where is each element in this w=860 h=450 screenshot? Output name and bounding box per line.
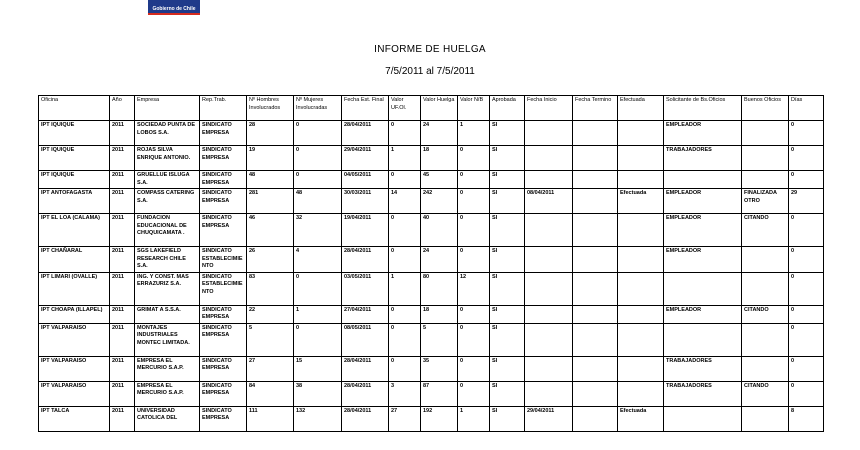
table-row [39, 356, 824, 381]
table-cell [664, 272, 742, 305]
table-cell: 45 [421, 171, 458, 189]
table-cell: 2011 [110, 171, 135, 189]
table-cell: 18 [421, 305, 458, 323]
logo-stripe [148, 13, 200, 15]
table-cell: 28/04/2011 [342, 381, 389, 406]
table-cell [742, 121, 789, 146]
table-cell: SI [490, 323, 525, 356]
table-cell: 242 [421, 189, 458, 214]
table-cell: 2011 [110, 381, 135, 406]
table-cell: 28/04/2011 [342, 121, 389, 146]
table-cell: 0 [789, 214, 824, 247]
table-cell [742, 247, 789, 273]
table-cell: GRIMAT A S.S.A. [135, 305, 200, 323]
table-cell: FINALIZADA OTRO [742, 189, 789, 214]
table-cell [573, 247, 618, 273]
table-cell: IPT ANTOFAGASTA [39, 189, 110, 214]
table-cell: SI [490, 305, 525, 323]
table-cell: 12 [458, 272, 490, 305]
table-cell: 28/04/2011 [342, 406, 389, 431]
column-header: Días [789, 96, 824, 121]
table-row [39, 381, 824, 406]
report-date-range: 7/5/2011 al 7/5/2011 [385, 66, 475, 77]
table-cell [525, 146, 573, 171]
table-cell: IPT IQUIQUE [39, 171, 110, 189]
table-cell: CITANDO [742, 381, 789, 406]
table-cell: 0 [458, 146, 490, 171]
table-cell: SINDICATO EMPRESA [200, 356, 247, 381]
table-cell [573, 305, 618, 323]
table-cell [573, 189, 618, 214]
table-cell: EMPLEADOR [664, 305, 742, 323]
table-cell [573, 356, 618, 381]
table-cell [618, 171, 664, 189]
table-cell: Efectuada [618, 189, 664, 214]
table-cell: SI [490, 272, 525, 305]
report-title: INFORME DE HUELGA [374, 44, 486, 55]
table-cell: TRABAJADORES [664, 356, 742, 381]
table-cell: IPT IQUIQUE [39, 121, 110, 146]
table-row [39, 247, 824, 273]
table-cell: 0 [458, 305, 490, 323]
table-cell [742, 356, 789, 381]
table-cell: 26 [247, 247, 294, 273]
table-cell: 83 [247, 272, 294, 305]
table-row [39, 305, 824, 323]
table-cell: 0 [389, 171, 421, 189]
table-cell: EMPLEADOR [664, 247, 742, 273]
column-header: Efectuada [618, 96, 664, 121]
table-cell: IPT TALCA [39, 406, 110, 431]
table-cell: 2011 [110, 305, 135, 323]
table-cell: 28 [247, 121, 294, 146]
table-cell [618, 121, 664, 146]
table-cell: 80 [421, 272, 458, 305]
table-cell: SINDICATO EMPRESA [200, 121, 247, 146]
table-cell [742, 146, 789, 171]
table-cell: 29 [789, 189, 824, 214]
table-cell: 8 [789, 406, 824, 431]
table-cell: 38 [294, 381, 342, 406]
table-cell: 0 [458, 247, 490, 273]
table-cell: 24 [421, 121, 458, 146]
column-header: Rep.Trab. [200, 96, 247, 121]
table-cell: 0 [458, 356, 490, 381]
column-header: Valor Huelga [421, 96, 458, 121]
table-cell [525, 305, 573, 323]
table-cell: 19 [247, 146, 294, 171]
table-cell: 48 [247, 171, 294, 189]
table-cell: IPT CHAÑARAL [39, 247, 110, 273]
table-cell: 0 [294, 272, 342, 305]
table-cell [742, 171, 789, 189]
table-cell [525, 247, 573, 273]
table-cell: 0 [458, 171, 490, 189]
table-cell: 18 [421, 146, 458, 171]
table-cell: 0 [789, 305, 824, 323]
table-cell: EMPRESA EL MERCURIO S.A.P. [135, 381, 200, 406]
column-header: Nº Hombres Involucrados [247, 96, 294, 121]
table-cell: EMPLEADOR [664, 189, 742, 214]
column-header: Fecha Termino [573, 96, 618, 121]
logo-text: Gobierno de Chile [152, 6, 196, 12]
table-cell: 132 [294, 406, 342, 431]
table-cell: 5 [421, 323, 458, 356]
table-cell: 0 [789, 356, 824, 381]
table-cell [618, 323, 664, 356]
table-cell: 1 [294, 305, 342, 323]
table-cell: 0 [389, 305, 421, 323]
table-cell [573, 381, 618, 406]
column-header: Año [110, 96, 135, 121]
table-header-row [39, 96, 824, 121]
table-cell: 111 [247, 406, 294, 431]
table-cell: MONTAJES INDUSTRIALES MONTEC LIMITADA. [135, 323, 200, 356]
table-cell [618, 305, 664, 323]
table-cell: 48 [294, 189, 342, 214]
column-header: Oficina [39, 96, 110, 121]
table-cell: 0 [789, 381, 824, 406]
table-cell: COMPASS CATERING S.A. [135, 189, 200, 214]
table-cell: 15 [294, 356, 342, 381]
table-row [39, 121, 824, 146]
table-cell [618, 356, 664, 381]
table-cell [525, 272, 573, 305]
table-cell: 2011 [110, 189, 135, 214]
table-cell: IPT VALPARAISO [39, 356, 110, 381]
table-cell: 29/04/2011 [525, 406, 573, 431]
table-cell: 2011 [110, 323, 135, 356]
table-cell: 24 [421, 247, 458, 273]
table-cell: 27/04/2011 [342, 305, 389, 323]
table-cell: CITANDO [742, 305, 789, 323]
table-cell: SI [490, 381, 525, 406]
table-cell [525, 381, 573, 406]
table-cell: TRABAJADORES [664, 146, 742, 171]
table-cell: SI [490, 356, 525, 381]
table-cell: 2011 [110, 406, 135, 431]
table-cell [525, 121, 573, 146]
table-cell [573, 323, 618, 356]
table-cell: 14 [389, 189, 421, 214]
table-cell: IPT VALPARAISO [39, 323, 110, 356]
column-header: Valor UF.Ol. [389, 96, 421, 121]
table-cell [664, 171, 742, 189]
table-row [39, 189, 824, 214]
table-cell: 0 [389, 214, 421, 247]
table-cell [573, 171, 618, 189]
column-header: Buenos Oficios [742, 96, 789, 121]
table-cell: 0 [389, 356, 421, 381]
table-cell: 28/04/2011 [342, 356, 389, 381]
table-cell: 0 [458, 323, 490, 356]
table-cell: 2011 [110, 247, 135, 273]
table-row [39, 272, 824, 305]
table-cell: 0 [389, 247, 421, 273]
table-cell: SINDICATO EMPRESA [200, 305, 247, 323]
column-header: Fecha Est. Final [342, 96, 389, 121]
table-cell: CITANDO [742, 214, 789, 247]
table-cell: SGS LAKEFIELD RESEARCH CHILE S.A. [135, 247, 200, 273]
table-cell: EMPRESA EL MERCURIO S.A.P. [135, 356, 200, 381]
table-cell: SINDICATO EMPRESA [200, 323, 247, 356]
table-cell: IPT CHOAPA (ILLAPEL) [39, 305, 110, 323]
table-cell [742, 406, 789, 431]
table-cell: EMPLEADOR [664, 121, 742, 146]
table-cell: 87 [421, 381, 458, 406]
table-cell: SI [490, 146, 525, 171]
table-cell: SINDICATO EMPRESA [200, 214, 247, 247]
column-header: Aprobada [490, 96, 525, 121]
table-cell: 0 [458, 214, 490, 247]
table-cell: SI [490, 171, 525, 189]
table-cell: 46 [247, 214, 294, 247]
table-cell: 03/05/2011 [342, 272, 389, 305]
table-cell [525, 323, 573, 356]
table-cell: SINDICATO EMPRESA [200, 406, 247, 431]
table-cell [742, 272, 789, 305]
table-cell: SI [490, 189, 525, 214]
table-cell: 0 [294, 171, 342, 189]
table-cell [618, 146, 664, 171]
table-cell: 3 [389, 381, 421, 406]
table-cell: 0 [458, 381, 490, 406]
table-cell: 1 [458, 406, 490, 431]
government-logo [148, 0, 200, 14]
table-cell: ROJAS SILVA ENRIQUE ANTONIO. [135, 146, 200, 171]
table-cell [664, 323, 742, 356]
table-cell: FUNDACION EDUCACIONAL DE CHUQUICAMATA . [135, 214, 200, 247]
table-cell: SINDICATO EMPRESA [200, 381, 247, 406]
column-header: Solicitante de Bs.Oficios [664, 96, 742, 121]
table-cell: 192 [421, 406, 458, 431]
table-cell: SI [490, 247, 525, 273]
table-cell: 0 [789, 247, 824, 273]
table-cell: SINDICATO EMPRESA [200, 171, 247, 189]
table-row [39, 323, 824, 356]
table-cell: GRUELLUE ISLUGA S.A. [135, 171, 200, 189]
table-cell: 0 [294, 323, 342, 356]
table-cell [525, 214, 573, 247]
table-cell: SI [490, 121, 525, 146]
table-cell [525, 171, 573, 189]
table-cell: 30/03/2011 [342, 189, 389, 214]
table-cell: 0 [294, 121, 342, 146]
table-cell: UNIVERSIDAD CATOLICA DEL [135, 406, 200, 431]
table-cell: 281 [247, 189, 294, 214]
table-cell: 5 [247, 323, 294, 356]
table-cell: TRABAJADORES [664, 381, 742, 406]
table-cell: 22 [247, 305, 294, 323]
table-cell: 0 [789, 171, 824, 189]
table-cell: 0 [389, 323, 421, 356]
table-cell: 2011 [110, 214, 135, 247]
table-cell: 1 [389, 272, 421, 305]
table-cell: 35 [421, 356, 458, 381]
table-cell [573, 406, 618, 431]
table-cell: SOCIEDAD PUNTA DE LOBOS S.A. [135, 121, 200, 146]
table-cell: 08/04/2011 [525, 189, 573, 214]
table-cell: 2011 [110, 356, 135, 381]
column-header: Nº Mujeres Involucradas [294, 96, 342, 121]
table-cell: SINDICATO ESTABLECIMIENTO [200, 247, 247, 273]
table-cell: IPT VALPARAISO [39, 381, 110, 406]
table-cell: 0 [389, 121, 421, 146]
table-cell: IPT LIMARI (OVALLE) [39, 272, 110, 305]
table-cell: 0 [789, 272, 824, 305]
table-cell [618, 381, 664, 406]
table-cell: 2011 [110, 272, 135, 305]
table-cell [573, 214, 618, 247]
table-cell [664, 406, 742, 431]
table-cell: 28/04/2011 [342, 247, 389, 273]
table-cell: 27 [389, 406, 421, 431]
table-cell [573, 121, 618, 146]
table-cell: 0 [458, 189, 490, 214]
table-cell: 4 [294, 247, 342, 273]
table-row [39, 406, 824, 431]
table-cell [525, 356, 573, 381]
table-cell: 32 [294, 214, 342, 247]
table-cell: IPT EL LOA (CALAMA) [39, 214, 110, 247]
table-cell: 0 [294, 146, 342, 171]
table-row [39, 146, 824, 171]
table-cell [573, 272, 618, 305]
table-cell: SINDICATO EMPRESA [200, 146, 247, 171]
table-cell: Efectuada [618, 406, 664, 431]
table-cell: 29/04/2011 [342, 146, 389, 171]
table-cell: 2011 [110, 146, 135, 171]
table-cell: 08/05/2011 [342, 323, 389, 356]
table-cell: 1 [389, 146, 421, 171]
table-cell [618, 214, 664, 247]
table-cell [573, 146, 618, 171]
table-cell: 0 [789, 323, 824, 356]
table-cell [742, 323, 789, 356]
table-cell: IPT IQUIQUE [39, 146, 110, 171]
table-cell: SI [490, 214, 525, 247]
table-row [39, 171, 824, 189]
table-cell: 0 [789, 121, 824, 146]
table-cell: 40 [421, 214, 458, 247]
table-cell: 0 [789, 146, 824, 171]
table-cell: SINDICATO ESTABLECIMIENTO [200, 272, 247, 305]
table-cell: 84 [247, 381, 294, 406]
table-cell: 19/04/2011 [342, 214, 389, 247]
table-cell: 2011 [110, 121, 135, 146]
strike-report-table [38, 95, 824, 432]
table-cell: EMPLEADOR [664, 214, 742, 247]
table-cell: 04/05/2011 [342, 171, 389, 189]
column-header: Empresa [135, 96, 200, 121]
table-cell: ING. Y CONST. MAS ERRAZURIZ S.A. [135, 272, 200, 305]
table-row [39, 214, 824, 247]
table-cell: SINDICATO EMPRESA [200, 189, 247, 214]
table-cell [618, 247, 664, 273]
table-cell: SI [490, 406, 525, 431]
column-header: Fecha Inicio [525, 96, 573, 121]
column-header: Valor N/B [458, 96, 490, 121]
table-cell: 1 [458, 121, 490, 146]
table-cell [618, 272, 664, 305]
table-body [39, 121, 824, 432]
table-cell: 27 [247, 356, 294, 381]
